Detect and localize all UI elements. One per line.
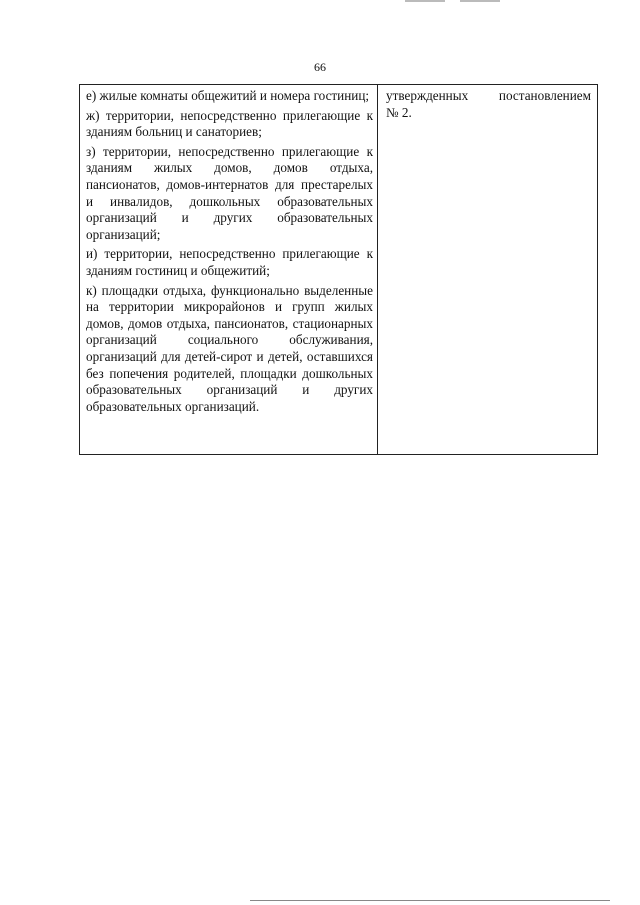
list-item-i: и) территории, непосредственно прилегающие к зданиям гостиниц и общежитий; bbox=[86, 246, 373, 278]
document-table bbox=[79, 84, 598, 455]
list-item-z: з) территории, непосредственно прилегающие к зданиям жилых домов, домов отдыха, пансионатов, домов-интернатов для престарелых и инвалидов, дошкольных образовательных организаций и других образовательных организаций; bbox=[86, 143, 373, 242]
list-item-zh: ж) территории, непосредственно прилегающие к зданиям больниц и санаториев; bbox=[86, 107, 373, 140]
scan-artifact-left bbox=[405, 0, 445, 2]
scan-artifact-right bbox=[460, 0, 500, 2]
list-item-k: к) площадки отдыха, функционально выделенные на территории микрорайонов и групп жилых домов, домов отдыха, пансионатов, стационарных организаций социального обслуживания, организаций для детей-сирот и детей, оставшихся без попечения родителей, площадки дошкольных образовательных организаций и других образовательных организаций. bbox=[86, 282, 373, 414]
right-cell-line-2: № 2. bbox=[386, 104, 412, 120]
scan-bottom-edge bbox=[250, 900, 610, 901]
table-right-column bbox=[378, 85, 597, 454]
page-number: 66 bbox=[314, 60, 326, 74]
table-left-column bbox=[80, 85, 378, 454]
list-item-e: е) жилые комнаты общежитий и номера гостиниц; bbox=[86, 88, 370, 103]
right-cell-line-1: утвержденных постановлением bbox=[386, 88, 591, 103]
